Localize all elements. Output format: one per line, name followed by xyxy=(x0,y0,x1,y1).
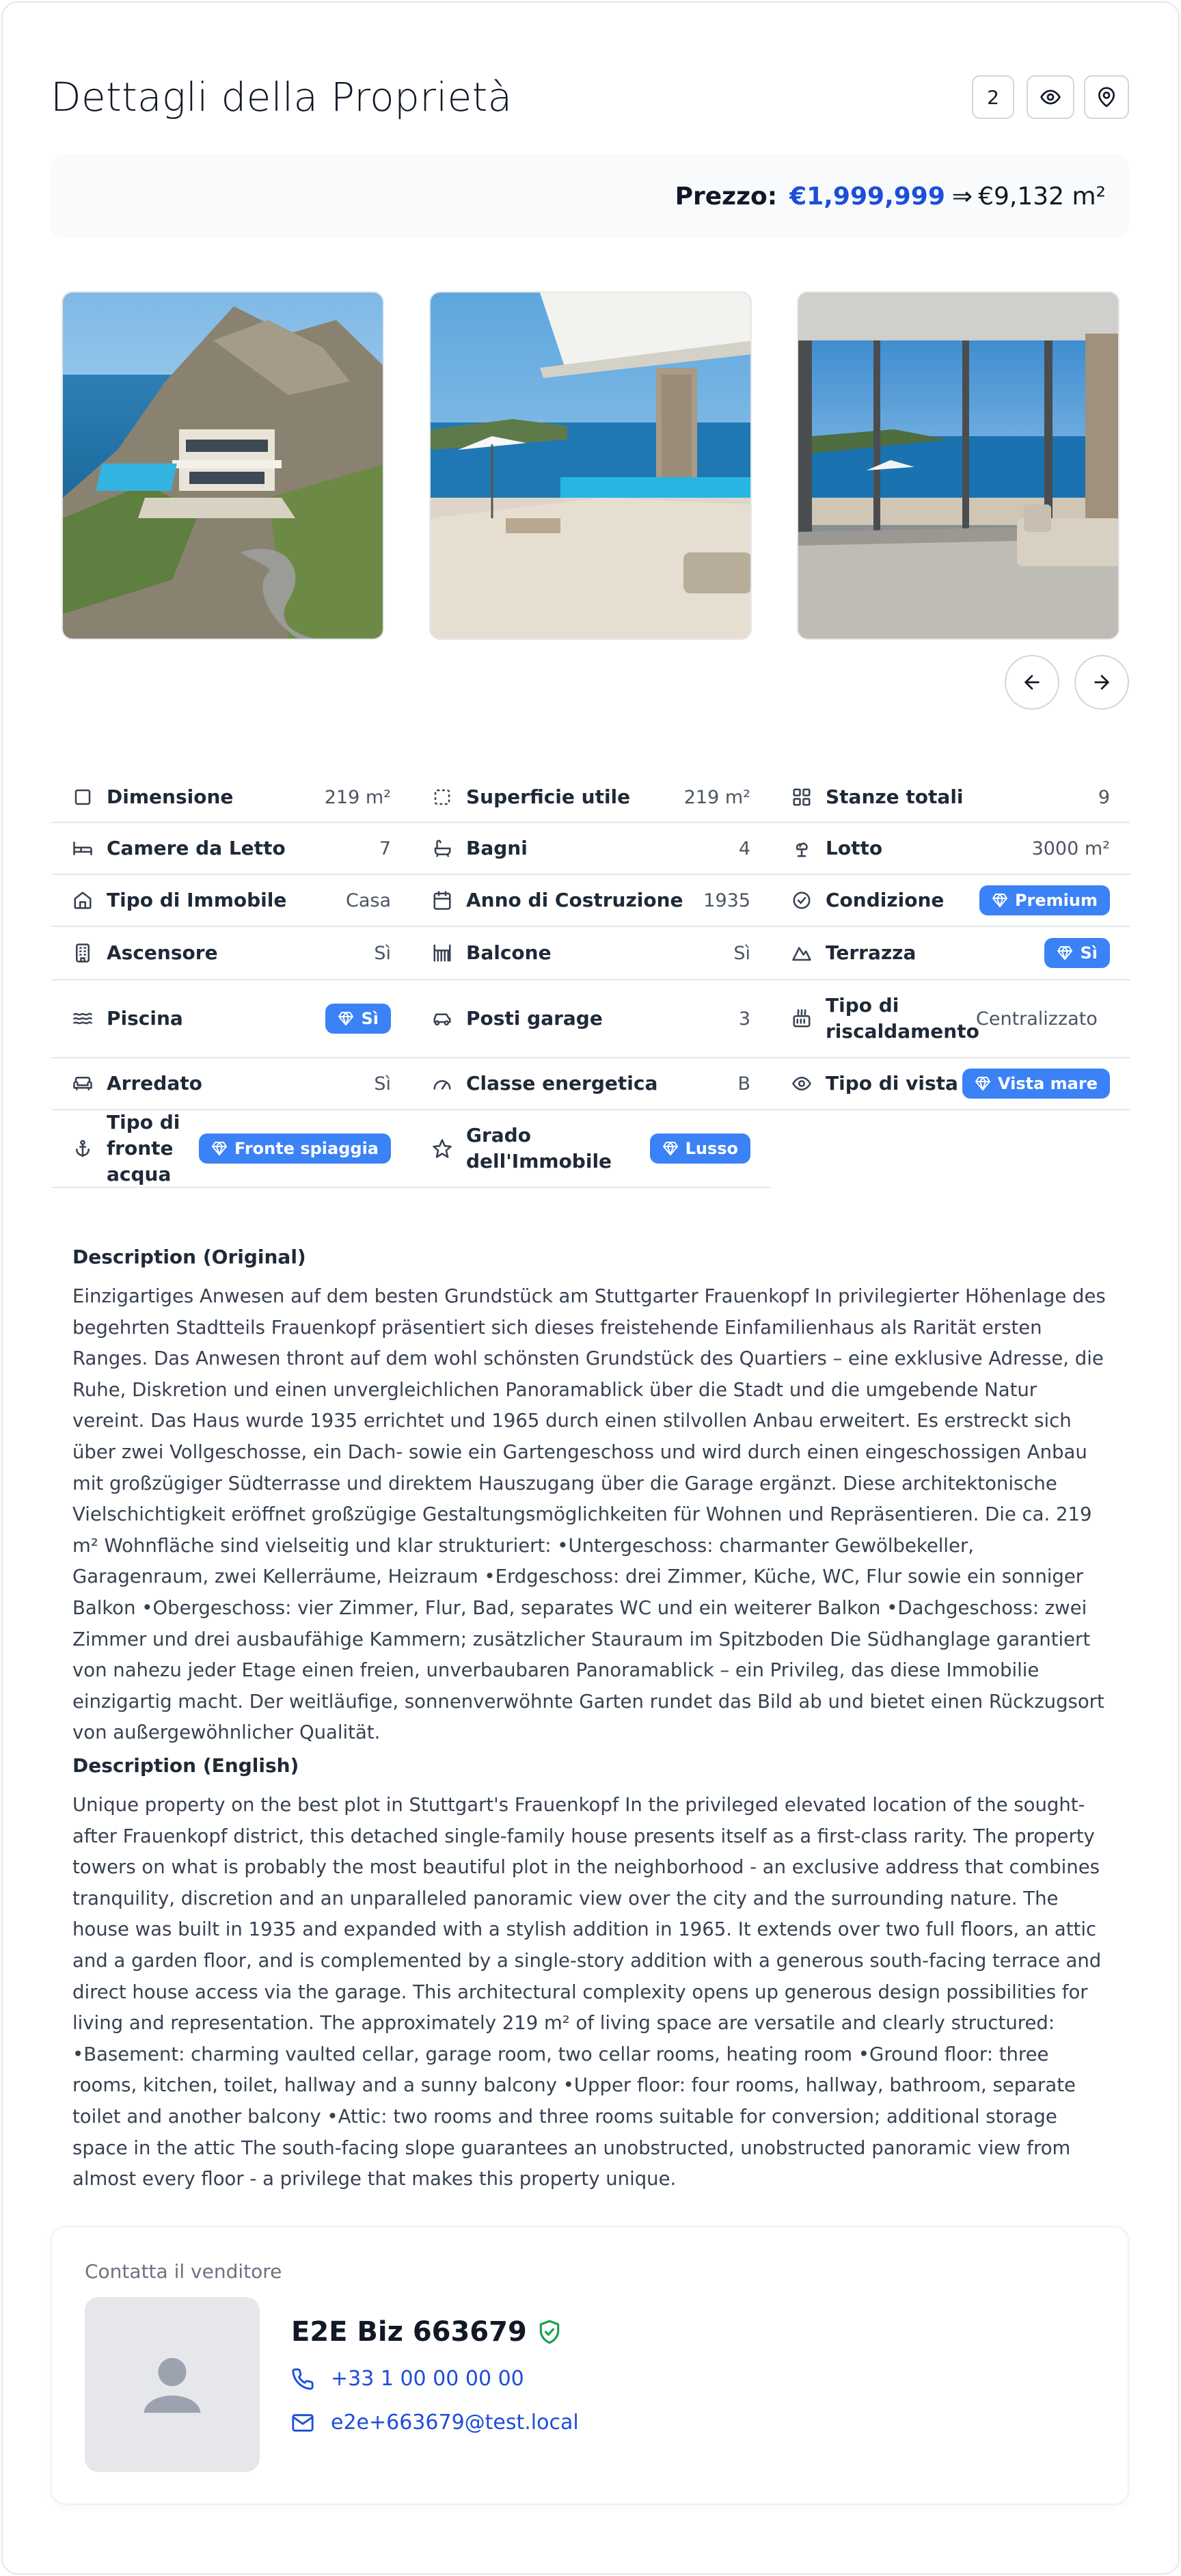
attr-label: Tipo di fronte acqua xyxy=(107,1111,180,1185)
attr-label: Piscina xyxy=(107,1007,183,1030)
attr-grado-immobile xyxy=(411,1110,771,1188)
attr-tipo-vista xyxy=(771,1058,1130,1110)
attr-dimensione xyxy=(52,773,411,823)
view-badge xyxy=(962,1069,1110,1099)
description-english-text: Unique property on the best plot in Stuttgart's Frauenkopf In the privileged elevated location of the sought-after Frauenkopf district, this detached single-family house presents itself as a first-class rarity. The property towers on what is probably the most beautiful plot in the neighborhood - an exclusive address that combines tranquility, discretion and an unparalleled panoramic view over the city and the surrounding nature. The house was built in 1935 and expanded with a stylish addition in 1965. It extends over two full floors, an attic and a garden floor, and is complemented by a single-story addition with a generous south-facing terrace and direct house access via the garage. This architectural complexity opens up generous design possibilities for living and representation. The approximately 219 m² of living space are versatile and clearly structured: •Basement: charming vaulted cellar, garage room, two cellar rooms, heating room •Ground floor: three rooms, kitchen, toilet, hallway and a sunny balcony •Upper floor: four rooms, hallway, bathroom, separate toilet and another balcony •Attic: two rooms and three rooms suitable for conversion; additional storage space in the attic The south-facing slope guarantees an unobstructed, unobstructed panoramic view from almost every floor - a privilege that makes this property unique. xyxy=(72,1794,1102,2190)
dashed-square-icon xyxy=(432,787,452,807)
attr-anno-costruzione xyxy=(411,875,771,927)
description-original-title: Description (Original) xyxy=(72,1246,306,1268)
attr-lotto xyxy=(771,823,1130,875)
map-location-button[interactable] xyxy=(1084,75,1129,119)
attr-label: Balcone xyxy=(466,941,552,964)
attr-value: 3 xyxy=(738,1008,750,1030)
seller-name xyxy=(291,2316,562,2348)
count-label: 2 xyxy=(987,85,999,109)
waterfront-badge xyxy=(199,1133,391,1164)
description-english-title: Description (English) xyxy=(72,1754,299,1777)
phone-icon xyxy=(291,2367,314,2391)
gem-icon xyxy=(1057,945,1073,961)
attr-value: Sì xyxy=(374,1073,391,1095)
car-icon xyxy=(432,1008,452,1029)
eye-icon xyxy=(1040,86,1061,108)
gem-icon xyxy=(992,892,1008,909)
seller-name-text: E2E Biz 663679 xyxy=(291,2316,527,2348)
eye-icon xyxy=(791,1073,812,1094)
grid-icon xyxy=(791,787,812,807)
attr-value: 7 xyxy=(379,837,391,859)
contact-seller-card xyxy=(51,2226,1129,2505)
attr-value: B xyxy=(737,1073,750,1095)
attr-label: Stanze totali xyxy=(826,786,964,808)
price-label: Prezzo: xyxy=(675,182,778,211)
price-value: €1,999,999 xyxy=(789,182,945,211)
attr-label: Superficie utile xyxy=(466,786,631,808)
grade-badge xyxy=(650,1133,750,1164)
attr-label: Lotto xyxy=(826,837,883,859)
badge-text: Lusso xyxy=(685,1139,738,1158)
arrow-left-icon xyxy=(1021,671,1043,693)
house-icon xyxy=(72,890,93,911)
attr-piscina xyxy=(52,980,411,1058)
attr-value: 1935 xyxy=(703,889,750,911)
attr-classe-energetica xyxy=(411,1058,771,1110)
badge-text: Premium xyxy=(1014,891,1098,910)
attr-label: Arredato xyxy=(107,1072,202,1095)
gem-icon xyxy=(662,1140,679,1157)
condition-badge xyxy=(979,885,1110,915)
price-arrow: ⇒ xyxy=(951,182,973,211)
count-button[interactable] xyxy=(972,75,1014,119)
attr-label: Tipo di vista xyxy=(826,1072,958,1095)
square-icon xyxy=(72,787,93,807)
attr-value: Sì xyxy=(733,942,750,964)
attr-camere xyxy=(52,823,411,875)
attr-ascensore xyxy=(52,927,411,980)
gem-icon xyxy=(338,1010,354,1027)
view-button[interactable] xyxy=(1027,75,1074,119)
seller-email-link[interactable] xyxy=(291,2411,579,2434)
check-circle-icon xyxy=(791,890,812,911)
attr-value: 4 xyxy=(738,837,750,859)
terrace-badge xyxy=(1044,938,1110,968)
attr-arredato xyxy=(52,1058,411,1110)
attr-tipo-immobile xyxy=(52,875,411,927)
mail-icon xyxy=(291,2411,314,2434)
gallery-next-button[interactable] xyxy=(1074,655,1129,710)
description-original-text: Einzigartiges Anwesen auf dem besten Grundstück am Stuttgarter Frauenkopf In privilegierter Höhenlage des begehrten Stadtteils Frauenkopf präsentiert sich dieses freistehende Einfamilienhaus als Rarität ersten Ranges. Das Anwesen thront auf dem wohl schönsten Grundstück des Quartiers – eine exklusive Adresse, die Ruhe, Diskretion und einen unvergleichlichen Panoramablick über die Stadt und die umgebende Natur vereint. Das Haus wurde 1935 errichtet und 1965 durch einen stilvollen Anbau erweitert. Es erstreckt sich über zwei Vollgeschosse, ein Dach- sowie ein Gartengeschoss und wird durch einen eingeschossigen Anbau mit großzügiger Südterrasse und direktem Hauszugang über die Garage ergänzt. Diese architektonische Vielschichtigkeit eröffnet großzügige Gestaltungsmöglichkeiten für Wohnen und Repräsentieren. Die ca. 219 m² Wohnfläche sind vielseitig und klar strukturiert: •Untergeschoss: charmanter Gewölbekeller, Garagenraum, zwei Kellerräume, Heizraum •Erdgeschoss: drei Zimmer, Küche, WC, Flur sowie ein sonniger Balkon •Obergeschoss: vier Zimmer, Flur, Bad, separates WC und ein weiterer Balkon •Dachgeschoss: zwei Zimmer und drei ausbaufähige Kammern; zusätzlicher Stauraum im Spitzboden Die Südhanglage garantiert von nahezu jeder Etage einen freien, unverbaubaren Panoramablick – ein Privileg, das diese Immobilie einzigartig macht. Der weitläufige, sonnenverwöhnte Garten rundet das Bild ab und bietet einen Rückzugsort von außergewöhnlicher Qualität. xyxy=(72,1285,1106,1744)
email-text: e2e+663679@test.local xyxy=(331,2411,579,2434)
living-room-seaview-photo[interactable] xyxy=(797,291,1119,640)
badge-text: Vista mare xyxy=(997,1074,1098,1093)
attr-terrazza xyxy=(771,927,1130,980)
attr-label: Dimensione xyxy=(107,786,234,808)
phone-text: +33 1 00 00 00 00 xyxy=(331,2367,524,2391)
attr-riscaldamento xyxy=(771,980,1130,1058)
attr-value: 219 m² xyxy=(683,786,750,808)
gallery-prev-button[interactable] xyxy=(1005,655,1059,710)
attr-fronte-acqua xyxy=(52,1110,411,1188)
terrace-pool-photo[interactable] xyxy=(429,291,752,640)
attr-balcone xyxy=(411,927,771,980)
attr-label: Tipo di riscaldamento xyxy=(826,994,979,1043)
gem-icon xyxy=(975,1075,991,1092)
attr-label: Terrazza xyxy=(826,941,917,964)
price-bar xyxy=(51,155,1129,238)
waves-icon xyxy=(72,1008,93,1029)
pool-badge xyxy=(325,1004,391,1034)
attr-value: Sì xyxy=(374,942,391,964)
attr-value: 219 m² xyxy=(324,786,391,808)
badge-text: Fronte spiaggia xyxy=(234,1139,379,1158)
attr-value: 9 xyxy=(1098,786,1110,808)
arrow-right-icon xyxy=(1091,671,1113,693)
contact-title: Contatta il venditore xyxy=(85,2260,282,2283)
anchor-icon xyxy=(72,1138,93,1159)
villa-aerial-photo[interactable] xyxy=(62,291,384,640)
gauge-icon xyxy=(432,1073,452,1094)
bath-icon xyxy=(432,838,452,859)
page-title: Dettagli della Proprietà xyxy=(51,74,513,120)
attr-label: Camere da Letto xyxy=(107,837,286,859)
attr-condizione xyxy=(771,875,1130,927)
trees-icon xyxy=(791,838,812,859)
badge-text: Sì xyxy=(1080,943,1098,963)
mountain-icon xyxy=(791,943,812,963)
sofa-icon xyxy=(72,1073,93,1094)
gem-icon xyxy=(211,1140,228,1157)
attr-stanze-totali xyxy=(771,773,1130,823)
attr-label: Tipo di Immobile xyxy=(107,889,287,911)
badge-text: Sì xyxy=(361,1009,379,1028)
attr-label: Anno di Costruzione xyxy=(466,889,683,911)
attr-superficie-utile xyxy=(411,773,771,823)
user-icon xyxy=(135,2347,210,2422)
attr-label: Bagni xyxy=(466,837,528,859)
attr-label: Classe energetica xyxy=(466,1072,658,1095)
attr-label: Condizione xyxy=(826,889,945,911)
attr-value: Casa xyxy=(345,889,391,911)
attr-posti-garage xyxy=(411,980,771,1058)
avatar xyxy=(85,2297,260,2472)
elevator-icon xyxy=(72,943,93,963)
price-per-sqm: €9,132 m² xyxy=(978,182,1106,211)
calendar-icon xyxy=(432,890,452,911)
map-pin-icon xyxy=(1096,86,1117,108)
seller-phone-link[interactable] xyxy=(291,2367,524,2391)
verified-shield-icon xyxy=(537,2319,562,2345)
attr-label: Posti garage xyxy=(466,1007,603,1030)
balcony-icon xyxy=(432,943,452,963)
attr-label: Grado dell'Immobile xyxy=(466,1124,612,1172)
attr-bagni xyxy=(411,823,771,875)
attr-value: Centralizzato xyxy=(976,1008,1098,1030)
attr-value: 3000 m² xyxy=(1031,837,1110,859)
bed-icon xyxy=(72,838,93,859)
heater-icon xyxy=(791,1008,812,1029)
attr-label: Ascensore xyxy=(107,941,218,964)
star-icon xyxy=(432,1138,452,1159)
